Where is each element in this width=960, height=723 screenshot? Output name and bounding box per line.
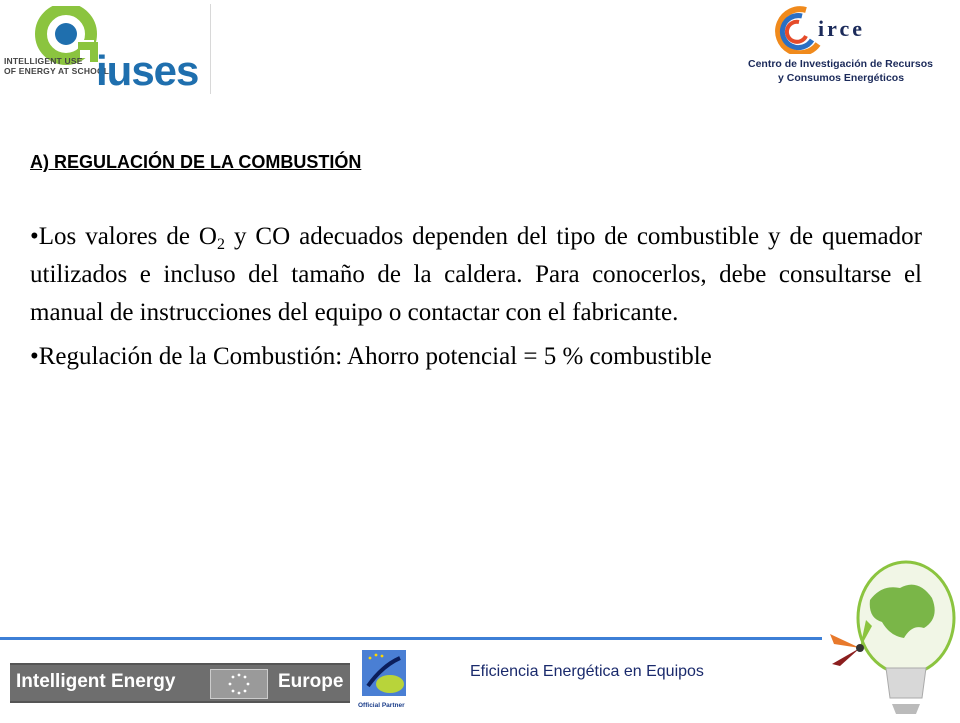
partner-emblem-icon <box>356 646 412 700</box>
eu-flag-icon <box>210 669 268 699</box>
banner-right-text: Europe <box>278 671 344 692</box>
lightbulb-globe-icon <box>820 548 958 718</box>
circe-subtitle-1: Centro de Investigación de Recursos <box>748 58 933 70</box>
footer-divider <box>0 637 822 640</box>
slide-body <box>30 218 922 376</box>
iuses-tagline: INTELLIGENT USE OF ENERGY AT SCHOOL <box>4 56 110 76</box>
bullet-1-text-a: •Los valores de O <box>30 223 217 250</box>
bullet-1-text-b: y CO adecuados dependen del tipo de combustible y de quemador utilizados e incluso del tamaño de la caldera. Para conocerlos, debe consultarse el manual de instrucciones del equipo o contactar con el fabricante. <box>30 223 922 326</box>
circe-wordmark: irce <box>818 16 866 41</box>
bullet-item-2: •Regulación de la Combustión: Ahorro potencial = 5 % combustible <box>30 343 712 370</box>
iuses-wordmark: iuses <box>96 47 199 94</box>
bullet-item-1 <box>30 218 922 332</box>
slide-heading: A) REGULACIÓN DE LA COMBUSTIÓN <box>30 152 362 172</box>
banner-left-text: Intelligent Energy <box>16 671 176 692</box>
oxygen-subscript: 2 <box>216 236 225 253</box>
intelligent-energy-europe-banner <box>10 663 350 703</box>
circe-logo <box>742 4 956 94</box>
iuses-logo <box>4 4 211 94</box>
circe-subtitle-2: y Consumos Energéticos <box>778 72 905 84</box>
footer-caption: Eficiencia Energética en Equipos <box>470 663 704 680</box>
partner-label: Official Partner <box>358 702 405 709</box>
official-partner-logo <box>356 646 412 712</box>
